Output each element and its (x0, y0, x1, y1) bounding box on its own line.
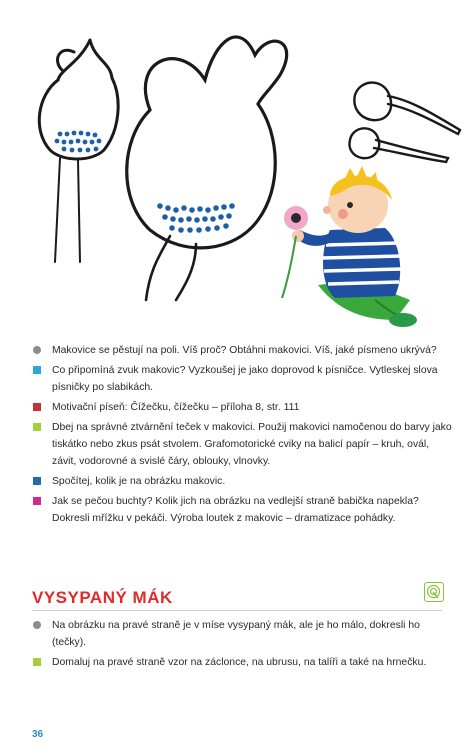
boy-with-flower-icon (282, 166, 417, 327)
list-item-text: Domaluj na pravé straně vzor na záclonce, na ubrusu, na talíři a také na hrnečku. (52, 657, 427, 668)
list-item-text: Jak se pečou buchty? Kolik jich na obrázku na vedlejší straně babička napekla? Dokresli mřížku v pekáči. Výroba loutek z makovic – dramatizace pohádky. (52, 496, 419, 524)
magenta-bullet-icon (33, 497, 41, 505)
illustration (0, 0, 474, 335)
rattle-icon (350, 83, 461, 162)
list-item (32, 617, 452, 651)
small-pod-seeds (55, 131, 102, 153)
blue-bullet-icon (33, 477, 41, 485)
gray-bullet-icon (33, 621, 41, 629)
list-item (32, 362, 452, 396)
list-item-text: Dbej na správné ztvárnění teček v makovici. Použij makovici namočenou do barvy jako tiskátko nebo zkus psát stvolem. Grafomotorické cviky na balicí papír – kruh, ovál, závit, vodorovné a svislé čáry, oblouky, vlnovky. (52, 422, 452, 467)
list-item-text: Co připomíná zvuk makovic? Vyzkoušej je jako doprovod k písničce. Vytleskej slova písničky po slabikách. (52, 365, 438, 393)
page-number: 36 (32, 729, 44, 740)
list-item (32, 493, 452, 527)
list-item-text: Motivační píseň: Čížečku, čížečku – příloha 8, str. 111 (52, 402, 300, 413)
large-poppy-pod-icon (127, 37, 287, 300)
list-item (32, 473, 452, 490)
list-item (32, 399, 452, 416)
gray-bullet-icon (33, 346, 41, 354)
list-item (32, 654, 452, 671)
green-bullet-icon (33, 658, 41, 666)
section-list (32, 617, 452, 674)
list-item-text: Spočítej, kolik je na obrázku makovic. (52, 476, 226, 487)
activity-list (32, 342, 452, 530)
list-item (32, 342, 452, 359)
activity-icon (424, 582, 444, 602)
list-item (32, 419, 452, 470)
section-heading: VYSYPANÝ MÁK (32, 588, 173, 607)
section-divider (32, 610, 442, 611)
list-item-text: Makovice se pěstují na poli. Víš proč? Obtáhni makovici. Víš, jaké písmeno ukrývá? (52, 345, 437, 356)
large-pod-seeds (157, 203, 235, 233)
green-bullet-icon (33, 423, 41, 431)
list-item-text: Na obrázku na pravé straně je v míse vysypaný mák, ale je ho málo, dokresli ho (tečky). (52, 620, 420, 648)
red-bullet-icon (33, 403, 41, 411)
cyan-bullet-icon (33, 366, 41, 374)
